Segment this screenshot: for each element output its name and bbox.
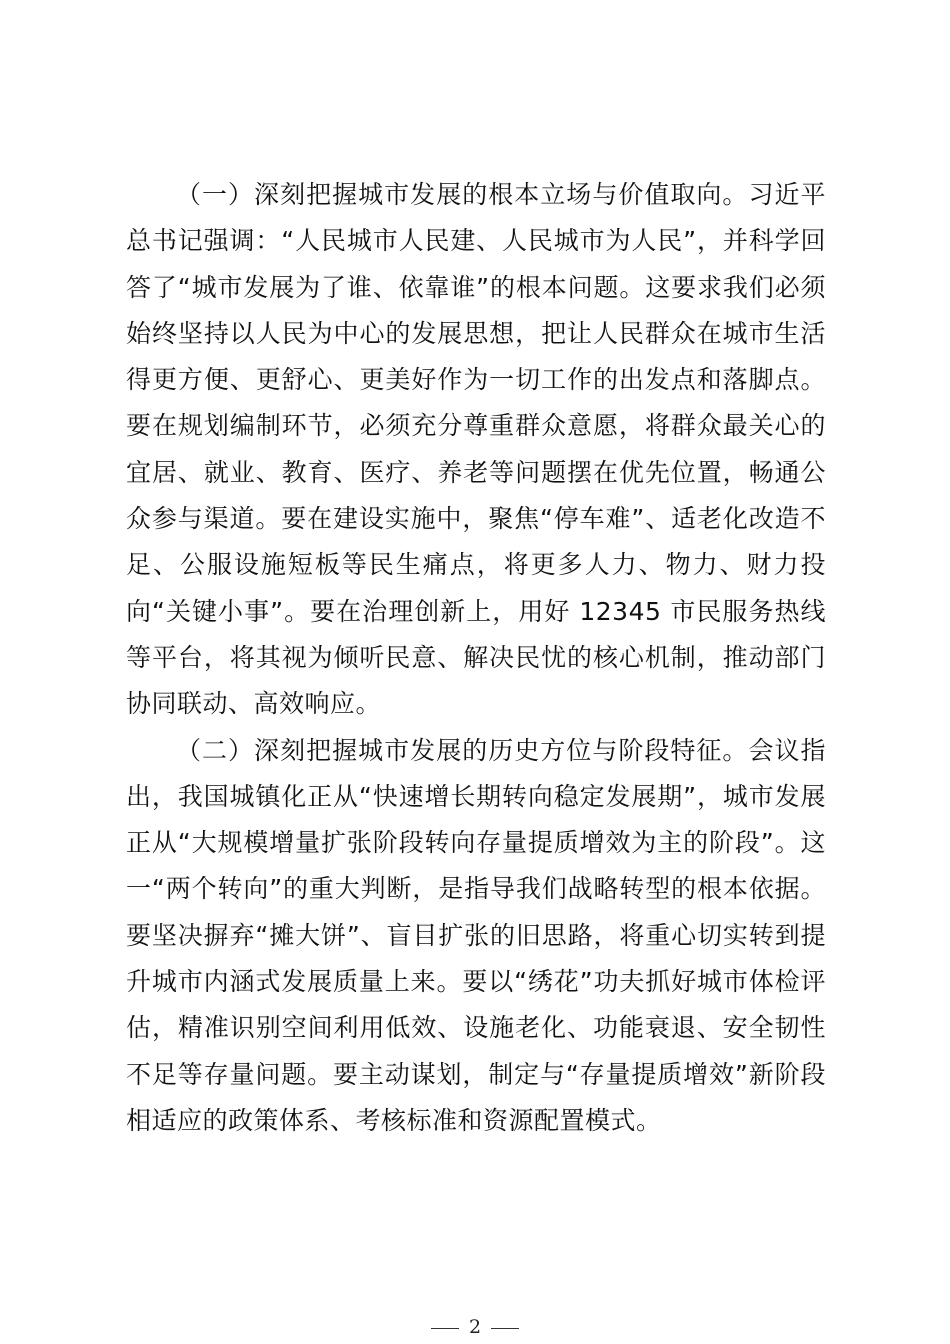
- page-footer: [0, 1316, 950, 1338]
- footer-right-dash: [491, 1328, 519, 1329]
- page-number: 2: [468, 1316, 482, 1338]
- document-body: [126, 172, 826, 1144]
- paragraph-1: （一）深刻把握城市发展的根本立场与价值取向。习近平总书记强调：“人民城市人民建、人民城市为人民”，并科学回答了“城市发展为了谁、依靠谁”的根本问题。这要求我们必须始终坚持以人民为中心的发展思想，把让人民群众在城市生活得更方便、更舒心、更美好作为一切工作的出发点和落脚点。要在规划编制环节，必须充分尊重群众意愿，将群众最关心的宜居、就业、教育、医疗、养老等问题摆在优先位置，畅通公众参与渠道。要在建设实施中，聚焦“停车难”、适老化改造不足、公服设施短板等民生痛点，将更多人力、物力、财力投向“关键小事”。要在治理创新上，用好 12345 市民服务热线等平台，将其视为倾听民意、解决民忧的核心机制，推动部门协同联动、高效响应。: [126, 180, 826, 719]
- footer-left-dash: [431, 1328, 459, 1329]
- paragraph-2: （二）深刻把握城市发展的历史方位与阶段特征。会议指出，我国城镇化正从“快速增长期转向稳定发展期”，城市发展正从“大规模增量扩张阶段转向存量提质增效为主的阶段”。这一“两个转向”的重大判断，是指导我们战略转型的根本依据。要坚决摒弃“摊大饼”、盲目扩张的旧思路，将重心切实转到提升城市内涵式发展质量上来。要以“绣花”功夫抓好城市体检评估，精准识别空间利用低效、设施老化、功能衰退、安全韧性不足等存量问题。要主动谋划，制定与“存量提质增效”新阶段相适应的政策体系、考核标准和资源配置模式。: [126, 735, 826, 1135]
